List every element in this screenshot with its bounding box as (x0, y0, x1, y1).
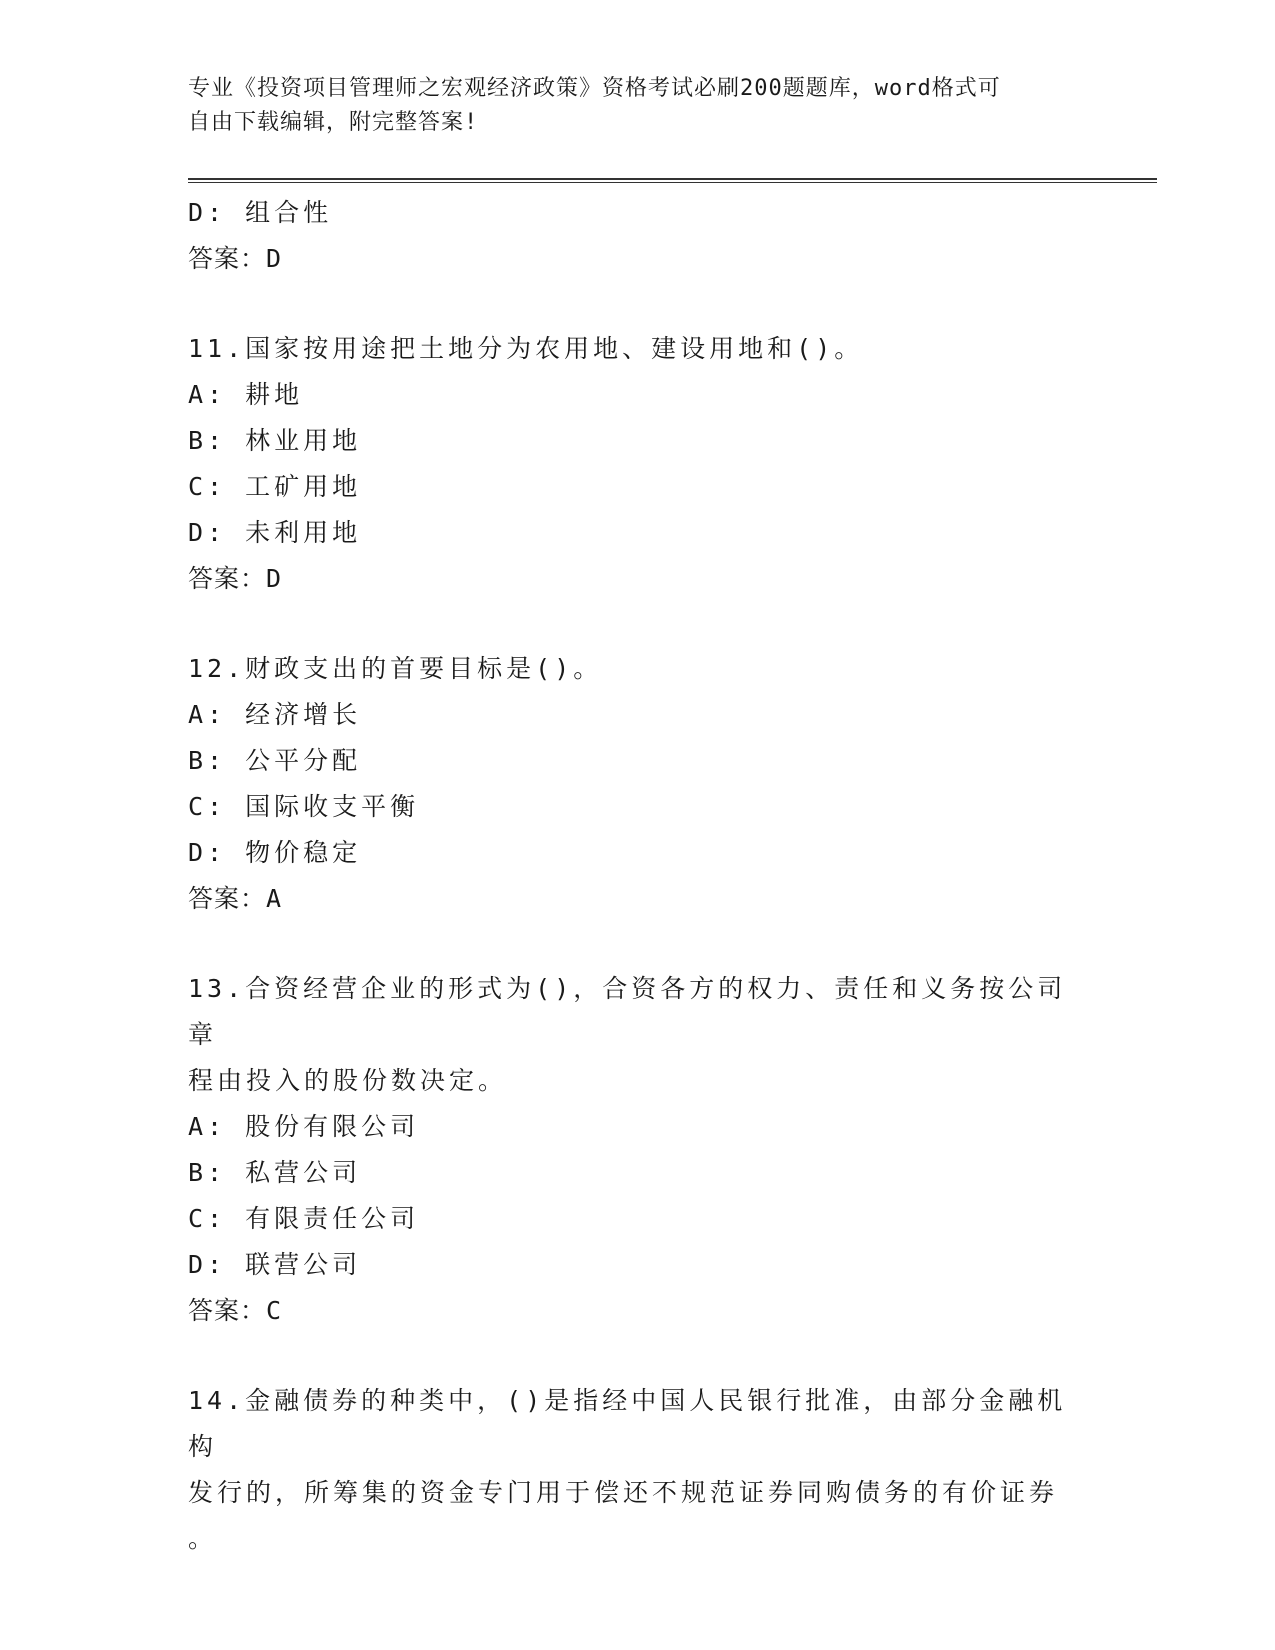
answer-value: D (266, 244, 283, 273)
document-body (188, 190, 1088, 1562)
prev-option-d: D: 组合性 (188, 198, 333, 227)
question-text-line-2: 程由投入的股份数决定。 (188, 1066, 508, 1095)
option-a: A: 耕地 (188, 380, 304, 409)
header-line-1: 专业《投资项目管理师之宏观经济政策》资格考试必刷200题题库，word格式可 (188, 76, 1001, 101)
spacer (188, 602, 1088, 646)
answer-label: 答案： (188, 884, 267, 913)
answer-label: 答案： (188, 564, 267, 593)
question-12 (188, 646, 1088, 922)
option-d: D: 联营公司 (188, 1250, 362, 1279)
option-b: B: 林业用地 (188, 426, 362, 455)
spacer (188, 1334, 1088, 1378)
question-text-line-3: 。 (188, 1524, 218, 1553)
answer (188, 876, 1088, 922)
option-c: C: 有限责任公司 (188, 1204, 420, 1233)
header-line-2: 自由下载编辑，附完整答案! (188, 110, 479, 135)
option-a: A: 股份有限公司 (188, 1112, 420, 1141)
header-divider (188, 178, 1157, 183)
option-c: C: 工矿用地 (188, 472, 362, 501)
option-a: A: 经济增长 (188, 700, 362, 729)
prev-answer (188, 236, 1088, 282)
spacer (188, 922, 1088, 966)
question-13 (188, 966, 1088, 1334)
question-14 (188, 1378, 1088, 1562)
question-text: 12.财政支出的首要目标是()。 (188, 654, 603, 683)
answer-label: 答案： (188, 244, 267, 273)
answer-label: 答案： (188, 1296, 267, 1325)
answer (188, 1288, 1088, 1334)
option-b: B: 私营公司 (188, 1158, 362, 1187)
option-d: D: 未利用地 (188, 518, 362, 547)
question-text-line-2: 发行的，所筹集的资金专门用于偿还不规范证券同购债务的有价证券 (188, 1478, 1059, 1507)
spacer (188, 282, 1088, 326)
option-c: C: 国际收支平衡 (188, 792, 420, 821)
answer-value: C (266, 1296, 283, 1325)
question-text-line-1: 14.金融债券的种类中，()是指经中国人民银行批准，由部分金融机构 (188, 1386, 1067, 1461)
answer (188, 556, 1088, 602)
option-b: B: 公平分配 (188, 746, 362, 775)
answer-value: A (266, 884, 283, 913)
question-11 (188, 326, 1088, 602)
answer-value: D (266, 564, 283, 593)
question-text: 11.国家按用途把土地分为农用地、建设用地和()。 (188, 334, 864, 363)
question-text-line-1: 13.合资经营企业的形式为()，合资各方的权力、责任和义务按公司章 (188, 974, 1067, 1049)
option-d: D: 物价稳定 (188, 838, 362, 867)
page-header (188, 72, 1068, 140)
